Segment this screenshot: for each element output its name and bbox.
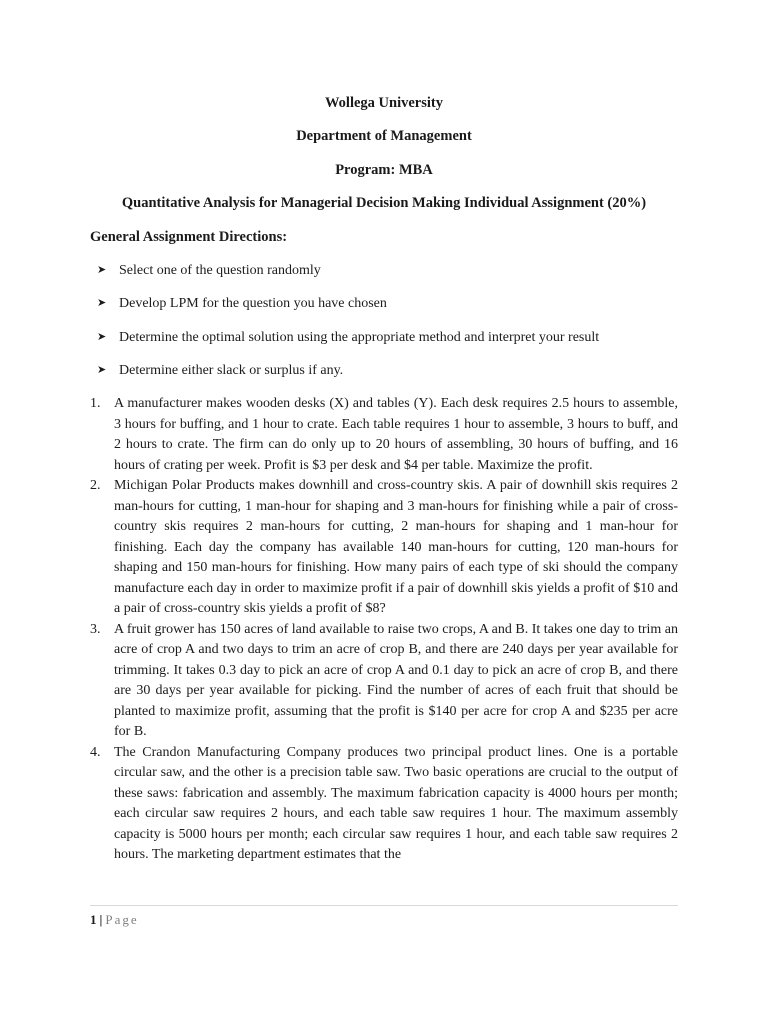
question-text: A manufacturer makes wooden desks (X) and tables (Y). Each desk requires 2.5 hours to assemble, 3 hours for buffing, and 1 hour to crate. Each table requires 1 hour to assemble, 3 hours to buff, and 2 hours to crate. The firm can do only up to 20 hours of assembling, 30 hours of buffing, and 16 hours of crating per week. Profit is $3 per desk and $4 per table. Maximize the profit. bbox=[114, 396, 678, 473]
question-item bbox=[90, 620, 678, 743]
page-label: Page bbox=[105, 912, 139, 927]
direction-item bbox=[97, 328, 599, 347]
question-number: 3. bbox=[90, 621, 101, 637]
page-number: 1 bbox=[90, 912, 97, 927]
question-text: A fruit grower has 150 acres of land available to raise two crops, A and B. It takes one day to trim an acre of crop A and two days to trim an acre of crop B, and there are 240 days per year available for trimming. It takes 0.3 day to pick an acre of crop A and 0.1 day to pick an acre of crop B, and there are 30 days per year available for picking. Find the number of acres of each fruit that should be planted to maximize profit, assuming that the profit is $140 per acre for crop A and $235 per acre for B. bbox=[114, 621, 678, 739]
arrowhead-bullet-icon: ➤ bbox=[97, 364, 107, 376]
direction-item bbox=[97, 261, 321, 280]
question-item bbox=[90, 476, 678, 620]
program-name: Program: MBA bbox=[335, 162, 433, 178]
assignment-title: Quantitative Analysis for Managerial Decision Making Individual Assignment (20%) bbox=[121, 195, 647, 211]
direction-text: Determine the optimal solution using the appropriate method and interpret your result bbox=[119, 330, 600, 345]
question-number: 1. bbox=[90, 396, 101, 411]
direction-text: Select one of the question randomly bbox=[119, 263, 321, 278]
direction-item bbox=[97, 294, 387, 313]
arrowhead-bullet-icon: ➤ bbox=[97, 264, 107, 276]
question-item bbox=[90, 743, 678, 862]
page-footer bbox=[90, 905, 678, 928]
page-separator: | bbox=[99, 912, 103, 927]
arrowhead-bullet-icon: ➤ bbox=[97, 331, 107, 343]
direction-text: Develop LPM for the question you have chosen bbox=[119, 296, 387, 311]
question-number: 4. bbox=[90, 744, 101, 760]
arrowhead-bullet-icon: ➤ bbox=[97, 297, 107, 309]
question-text: The Crandon Manufacturing Company produces two principal product lines. One is a portable circular saw, and the other is a precision table saw. Two basic operations are crucial to the output of these saws: fabrication and assembly. The maximum fabrication capacity is 4000 hours per month; each circular saw requires 2 hours, and each table saw requires 1 hour. The maximum assembly capacity is 5000 hours per month; each circular saw requires 1 hour, and each table saw requires 2 hours. The marketing department estimates that the bbox=[114, 744, 678, 862]
direction-text: Determine either slack or surplus if any. bbox=[119, 363, 344, 378]
department-name: Department of Management bbox=[296, 128, 472, 144]
direction-item bbox=[97, 361, 343, 380]
question-number: 2. bbox=[90, 478, 101, 493]
university-name: Wollega University bbox=[324, 95, 443, 111]
question-list bbox=[90, 394, 678, 862]
question-item bbox=[90, 394, 678, 476]
directions-heading: General Assignment Directions: bbox=[90, 229, 288, 245]
question-text: Michigan Polar Products makes downhill and cross-country skis. A pair of downhill skis requires 2 man-hours for cutting, 1 man-hour for shaping and 3 man-hours for finishing while a pair of cross-country skis requires 2 man-hours for cutting, 2 man-hours for shaping and 1 man-hour for finishing. Each day the company has available 140 man-hours for cutting, 120 man-hours for shaping and 150 man-hours for finishing. How many pairs of each type of ski should the company manufacture each day in order to maximize profit if a pair of downhill skis yields a profit of $10 and a pair of cross-country skis yields a profit of $8? bbox=[114, 478, 678, 616]
